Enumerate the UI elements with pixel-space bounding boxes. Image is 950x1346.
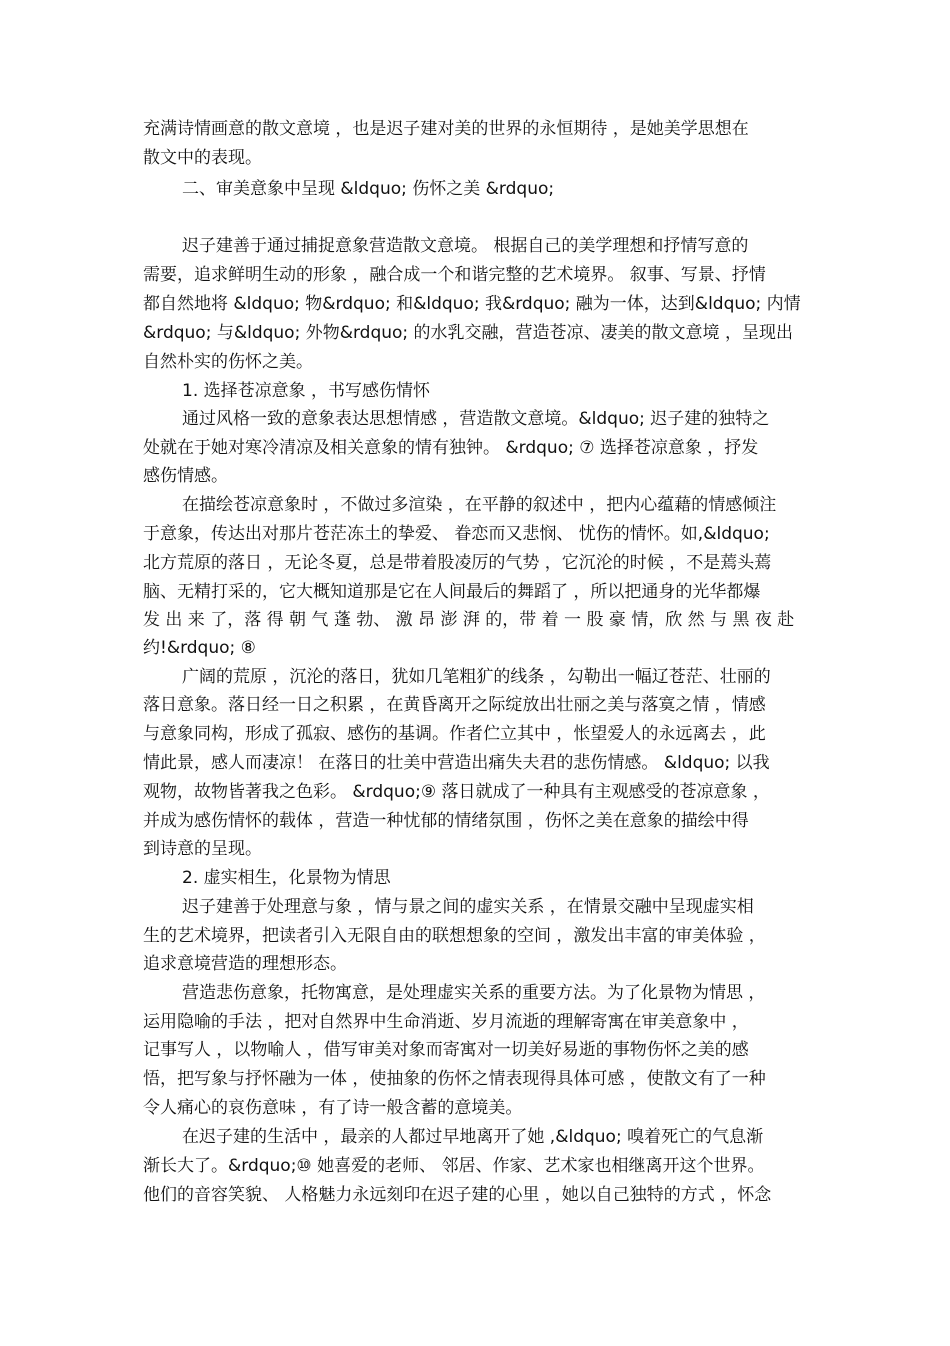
text-line: &rdquo; 与&ldquo; 外物&rdquo; 的水乳交融，营造苍凉、凄美的散文意境 ，呈现出 bbox=[143, 323, 793, 343]
text-line: 迟子建善于处理意与象 ，情与景之间的虚实关系 ，在情景交融中呈现虚实相 bbox=[182, 897, 754, 917]
text-line: 生的艺术境界，把读者引入无限自由的联想想象的空间 ，激发出丰富的审美体验 ， bbox=[143, 926, 766, 946]
text-line: 脑、无精打采的，它大概知道那是它在人间最后的舞蹈了 ，所以把通身的光华都爆 bbox=[143, 582, 761, 602]
text-line: 散文中的表现。 bbox=[143, 148, 262, 168]
text-line: 约!&rdquo; ⑧ bbox=[143, 638, 256, 658]
text-line: 在迟子建的生活中 ，最亲的人都过早地离开了她 ,&ldquo; 嗅着死亡的气息渐 bbox=[182, 1127, 764, 1147]
text-line: 需要，追求鲜明生动的形象 ，融合成一个和谐完整的艺术境界。 叙事、写景、抒情 bbox=[143, 265, 766, 285]
text-line: 渐长大了。&rdquo;⑩ 她喜爱的老师、 邻居、作家、艺术家也相继离开这个世界。 bbox=[143, 1156, 765, 1176]
text-line: 迟子建善于通过捕捉意象营造散文意境。 根据自己的美学理想和抒情写意的 bbox=[182, 236, 749, 256]
text-line: 情此景，感人而凄凉！ 在落日的壮美中营造出痛失夫君的悲伤情感。 &ldquo; 以我 bbox=[143, 753, 770, 773]
text-line: 落日意象。落日经一日之积累 ，在黄昏离开之际绽放出壮丽之美与落寞之情 ，情感 bbox=[143, 695, 766, 715]
text-line: 追求意境营造的理想形态。 bbox=[143, 954, 347, 974]
text-line: 都自然地将 &ldquo; 物&rdquo; 和&ldquo; 我&rdquo; 融为一体，达到&ldquo; 内情 bbox=[143, 294, 801, 314]
text-line: 北方荒原的落日 ，无论冬夏，总是带着股凌厉的气势 ，它沉沦的时候 ，不是蔫头蔫 bbox=[143, 553, 772, 573]
text-line: 记事写人 ，以物喻人 ，借写审美对象而寄寓对一切美好易逝的事物伤怀之美的感 bbox=[143, 1040, 749, 1060]
text-line: 自然朴实的伤怀之美。 bbox=[143, 352, 313, 372]
text-line: 并成为感伤情怀的载体 ，营造一种忧郁的情绪氛围 ，伤怀之美在意象的描绘中得 bbox=[143, 811, 749, 831]
text-line: 营造悲伤意象，托物寓意，是处理虚实关系的重要方法。为了化景物为情思 ， bbox=[182, 983, 766, 1003]
text-line: 在描绘苍凉意象时 ，不做过多渲染 ，在平静的叙述中 ，把内心蕴藉的情感倾注 bbox=[182, 495, 777, 515]
text-line: 于意象，传达出对那片苍茫冻土的挚爱、 眷恋而又悲悯、 忧伤的情怀。如,&ldquo; bbox=[143, 524, 770, 544]
text-line: 他们的音容笑貌、 人格魅力永远刻印在迟子建的心里 ，她以自己独特的方式 ，怀念 bbox=[143, 1185, 772, 1205]
text-line: 广阔的荒原 ，沉沦的落日，犹如几笔粗犷的线条 ，勾勒出一幅辽苍茫、壮丽的 bbox=[182, 667, 771, 687]
text-line: 与意象同构，形成了孤寂、感伤的基调。作者伫立其中 ，怅望爱人的永远离去 ，此 bbox=[143, 724, 766, 744]
text-line: 感伤情感。 bbox=[143, 466, 228, 486]
text-line: 通过风格一致的意象表达思想情感 ，营造散文意境。&ldquo; 迟子建的独特之 bbox=[182, 409, 770, 429]
text-line: 悟，把写象与抒怀融为一体 ，使抽象的伤怀之情表现得具体可感 ，使散文有了一种 bbox=[143, 1069, 766, 1089]
text-line: 发 出 来 了，落 得 朝 气 蓬 勃、 激 昂 澎 湃 的，带 着 一 股 豪 情，欣 然 与 黑 夜 赴 bbox=[143, 610, 795, 630]
section-heading: 二、审美意象中呈现 &ldquo; 伤怀之美 &rdquo; bbox=[182, 179, 555, 199]
text-line: 令人痛心的哀伤意味 ，有了诗一般含蓄的意境美。 bbox=[143, 1098, 523, 1118]
subsection-heading: 1. 选择苍凉意象 ，书写感伤情怀 bbox=[182, 381, 431, 401]
text-line: 到诗意的呈现。 bbox=[143, 839, 262, 859]
text-line: 处就在于她对寒冷清凉及相关意象的情有独钟。 &rdquo; ⑦ 选择苍凉意象 ，抒发 bbox=[143, 438, 759, 458]
text-line: 运用隐喻的手法 ，把对自然界中生命消逝、岁月流逝的理解寄寓在审美意象中 ， bbox=[143, 1012, 749, 1032]
subsection-heading: 2. 虚实相生，化景物为情思 bbox=[182, 868, 391, 888]
text-line: 充满诗情画意的散文意境 ，也是迟子建对美的世界的永恒期待 ，是她美学思想在 bbox=[143, 119, 749, 139]
text-line: 观物，故物皆著我之色彩。 &rdquo;⑨ 落日就成了一种具有主观感受的苍凉意象 ， bbox=[143, 782, 770, 802]
